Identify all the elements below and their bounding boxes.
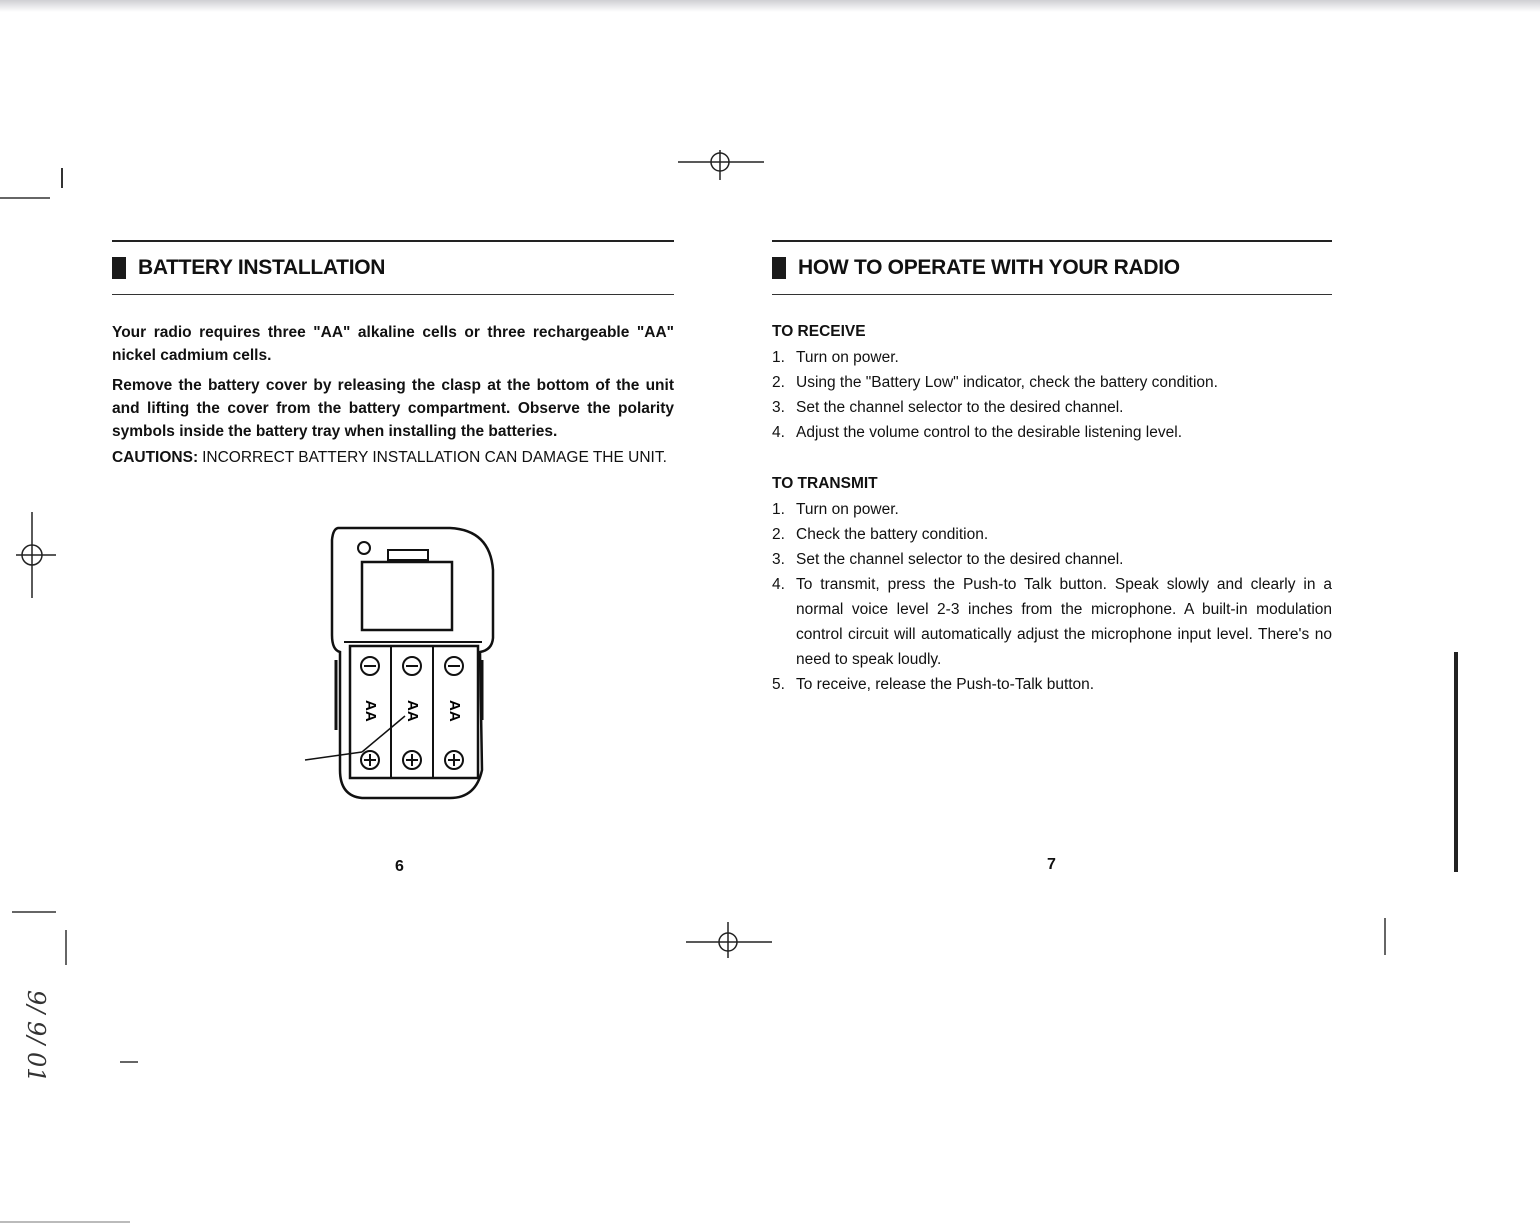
battery-label-2: AA <box>404 700 421 722</box>
battery-label-1: AA <box>362 700 379 722</box>
transmit-subheading: TO TRANSMIT <box>772 475 878 492</box>
battery-paragraph-1: Your radio requires three "AA" alkaline cells or three rechargeable "AA" nickel cadmium cells. <box>112 324 674 364</box>
battery-paragraph-2: Remove the battery cover by releasing the clasp at the bottom of the unit and lifting the cover from the battery compartment. Observe the polarity symbols inside the battery tray when installing the batteries. <box>112 377 674 440</box>
list-item: 3. Set the channel selector to the desired channel. <box>772 399 1124 416</box>
list-item: 1. Turn on power. <box>772 501 899 518</box>
margin-handwriting: 9/ 9/ 01 <box>22 990 50 1083</box>
list-item: 5. To receive, release the Push-to-Talk button. <box>772 676 1095 693</box>
list-item: 2. Using the "Battery Low" indicator, check the battery condition. <box>772 374 1218 391</box>
list-item: 1. Turn on power. <box>772 349 899 366</box>
list-item: 4. To transmit, press the Push-to Talk button. Speak slowly and clearly in a normal voice level 2-3 inches from the microphone. A built-in modulation control circuit will automatically adjust the microphone input level. There's no need to speak loudly. <box>772 576 1332 668</box>
list-item: 4. Adjust the volume control to the desirable listening level. <box>772 424 1182 441</box>
receive-subheading: TO RECEIVE <box>772 323 866 340</box>
caution-text: INCORRECT BATTERY INSTALLATION CAN DAMAGE THE UNIT. <box>202 449 667 466</box>
section-title: BATTERY INSTALLATION <box>138 256 386 279</box>
page-number-left: 6 <box>395 858 404 875</box>
page-number-right: 7 <box>1047 856 1056 873</box>
list-item: 3. Set the channel selector to the desired channel. <box>772 551 1124 568</box>
list-item: 2. Check the battery condition. <box>772 526 989 543</box>
battery-label-3: AA <box>446 700 463 722</box>
section-title: HOW TO OPERATE WITH YOUR RADIO <box>798 256 1180 279</box>
caution-label: CAUTIONS: <box>112 449 199 466</box>
